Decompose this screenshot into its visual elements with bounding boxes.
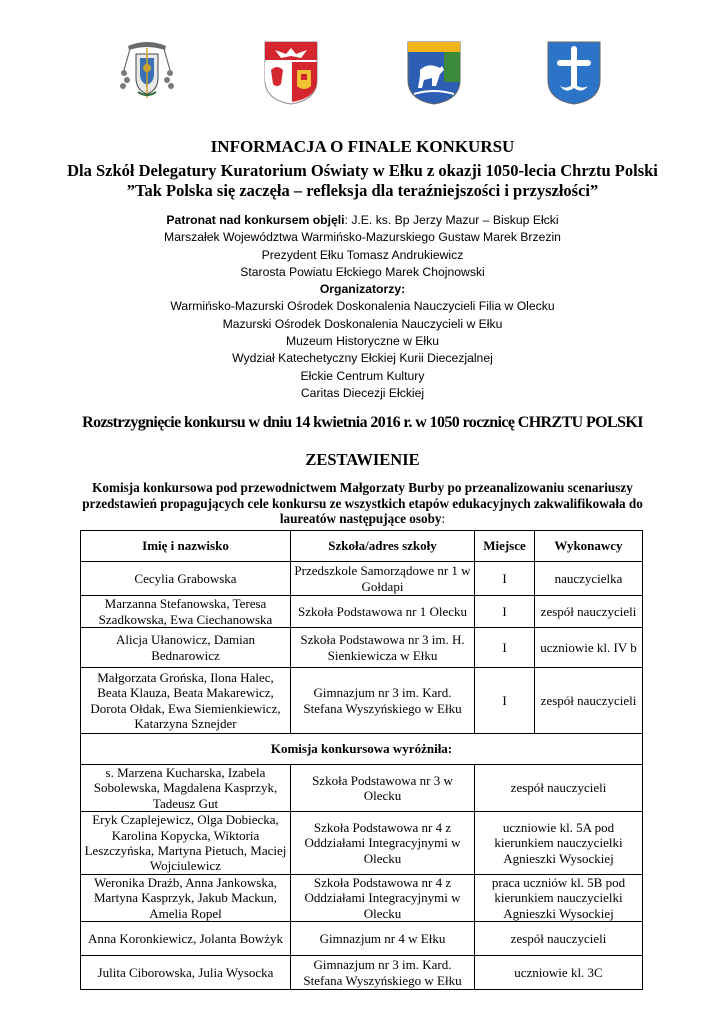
cell-school: Przedszkole Samorządowe nr 1 w Gołdapi <box>291 562 475 596</box>
organizer-item: Warmińsko-Mazurski Ośrodek Doskonalenia Nauczycieli Filia w Olecku <box>170 299 555 314</box>
cell-names: Małgorzata Grońska, Ilona Halec, Beata Klauza, Beata Makarewicz, Dorota Ołdak, Ewa Siemienkiewicz, Katarzyna Sznejder <box>81 668 291 734</box>
distinction-section-row <box>81 734 643 765</box>
cell-performers: uczniowie kl. 3C <box>475 956 643 990</box>
cell-names: Cecylia Grabowska <box>81 562 291 596</box>
cell-place: I <box>475 596 535 628</box>
organizer-item: Mazurski Ośrodek Doskonalenia Nauczycieli w Ełku <box>222 316 503 331</box>
warmia-masuria-coat-of-arms-icon <box>263 40 319 106</box>
organizer-item: Wydział Katechetyczny Ełckiej Kurii Diecezjalnej <box>232 351 493 366</box>
summary-title: ZESTAWIENIE <box>305 450 420 469</box>
cell-school: Szkoła Podstawowa nr 3 w Olecku <box>291 765 475 812</box>
intro-colon: : <box>441 511 446 526</box>
cell-performers: nauczycielka <box>535 562 643 596</box>
table-row <box>81 874 643 921</box>
column-header-place: Miejsce <box>475 531 535 562</box>
patronage-item: Marszałek Województwa Warmińsko-Mazurskiego Gustaw Marek Brzezin <box>164 230 561 245</box>
table-row <box>81 668 643 734</box>
cell-names: Weronika Drażb, Anna Jankowska, Martyna Kasprzyk, Jakub Mackun, Amelia Ropel <box>81 874 291 921</box>
table-row <box>81 765 643 812</box>
cell-names: s. Marzena Kucharska, Izabela Sobolewska, Magdalena Kasprzyk, Tadeusz Gut <box>81 765 291 812</box>
cell-names: Anna Koronkiewicz, Jolanta Bowżyk <box>81 922 291 956</box>
cell-school: Gimnazjum nr 3 im. Kard. Stefana Wyszyńskiego w Ełku <box>291 956 475 990</box>
table-row <box>81 562 643 596</box>
patronage-item: Prezydent Ełku Tomasz Andrukiewicz <box>261 247 464 262</box>
results-table <box>80 530 643 990</box>
coats-of-arms <box>0 40 725 110</box>
cell-school: Gimnazjum nr 4 w Ełku <box>291 922 475 956</box>
patronage-block <box>0 212 725 402</box>
cell-performers: zespół nauczycieli <box>475 922 643 956</box>
table-row <box>81 812 643 875</box>
column-header-performers: Wykonawcy <box>535 531 643 562</box>
cell-names: Marzanna Stefanowska, Teresa Szadkowska, Ewa Ciechanowska <box>81 596 291 628</box>
cell-school: Szkoła Podstawowa nr 4 z Oddziałami Integracyjnymi w Olecku <box>291 812 475 875</box>
cell-performers: zespół nauczycieli <box>535 668 643 734</box>
cell-performers: praca uczniów kl. 5B pod kierunkiem nauczycielki Agnieszki Wysockiej <box>475 874 643 921</box>
patronage-first: : J.E. ks. Bp Jerzy Mazur – Biskup Ełcki <box>344 213 559 227</box>
cell-school: Szkoła Podstawowa nr 1 Olecku <box>291 596 475 628</box>
document-subtitle: Dla Szkół Delegatury Kuratorium Oświaty w Ełku z okazji 1050-lecia Chrztu Polski <box>67 161 658 180</box>
table-row <box>81 628 643 668</box>
cell-performers: uczniowie kl. 5A pod kierunkiem nauczycielki Agnieszki Wysockiej <box>475 812 643 875</box>
intro-paragraph <box>60 480 665 527</box>
cell-names: Eryk Czaplejewicz, Olga Dobiecka, Karolina Kopycka, Wiktoria Leszczyńska, Martyna Pietuch, Maciej Wojciulewicz <box>81 812 291 875</box>
elk-city-coat-of-arms-icon <box>546 40 602 106</box>
distinction-label: Komisja konkursowa wyróżniła: <box>81 734 643 765</box>
cell-place: I <box>475 628 535 668</box>
cell-performers: zespół nauczycieli <box>475 765 643 812</box>
patronage-item: Starosta Powiatu Ełckiego Marek Chojnowski <box>240 264 485 279</box>
patronage-label: Patronat nad konkursem objęli <box>166 213 345 227</box>
cell-place: I <box>475 668 535 734</box>
patronage-line <box>0 212 725 229</box>
intro-text: Komisja konkursowa pod przewodnictwem Małgorzaty Burby po przeanalizowaniu scenariuszy przedstawień propagujących cele konkursu ze wszystkich etapów edukacyjnych zakwalifikowała do laureatów następujące osoby <box>82 480 643 526</box>
resolution-heading: Rozstrzygnięcie konkursu w dniu 14 kwietnia 2016 r. w 1050 rocznicę CHRZTU POLSKI <box>82 414 643 431</box>
cell-place: I <box>475 562 535 596</box>
bishop-coat-of-arms-icon <box>118 40 176 100</box>
column-header-names: Imię i nazwisko <box>81 531 291 562</box>
table-row <box>81 922 643 956</box>
cell-performers: uczniowie kl. IV b <box>535 628 643 668</box>
organizer-item: Caritas Diecezji Ełckiej <box>300 385 425 400</box>
cell-school: Szkoła Podstawowa nr 4 z Oddziałami Integracyjnymi w Olecku <box>291 874 475 921</box>
document-title: INFORMACJA O FINALE KONKURSU <box>210 137 515 156</box>
cell-school: Gimnazjum nr 3 im. Kard. Stefana Wyszyńskiego w Ełku <box>291 668 475 734</box>
cell-school: Szkoła Podstawowa nr 3 im. H. Sienkiewicza w Ełku <box>291 628 475 668</box>
table-row <box>81 596 643 628</box>
cell-performers: zespół nauczycieli <box>535 596 643 628</box>
organizer-item: Muzeum Historyczne w Ełku <box>285 334 440 349</box>
cell-names: Alicja Ułanowicz, Damian Bednarowicz <box>81 628 291 668</box>
organizers-label: Organizatorzy: <box>319 282 406 297</box>
organizer-item: Ełckie Centrum Kultury <box>300 368 425 383</box>
document-motto: ”Tak Polska się zaczęła – refleksja dla teraźniejszości i przyszłości” <box>126 181 599 200</box>
elk-county-coat-of-arms-icon <box>406 40 462 106</box>
table-header-row <box>81 531 643 562</box>
cell-names: Julita Ciborowska, Julia Wysocka <box>81 956 291 990</box>
table-row <box>81 956 643 990</box>
column-header-school: Szkoła/adres szkoły <box>291 531 475 562</box>
